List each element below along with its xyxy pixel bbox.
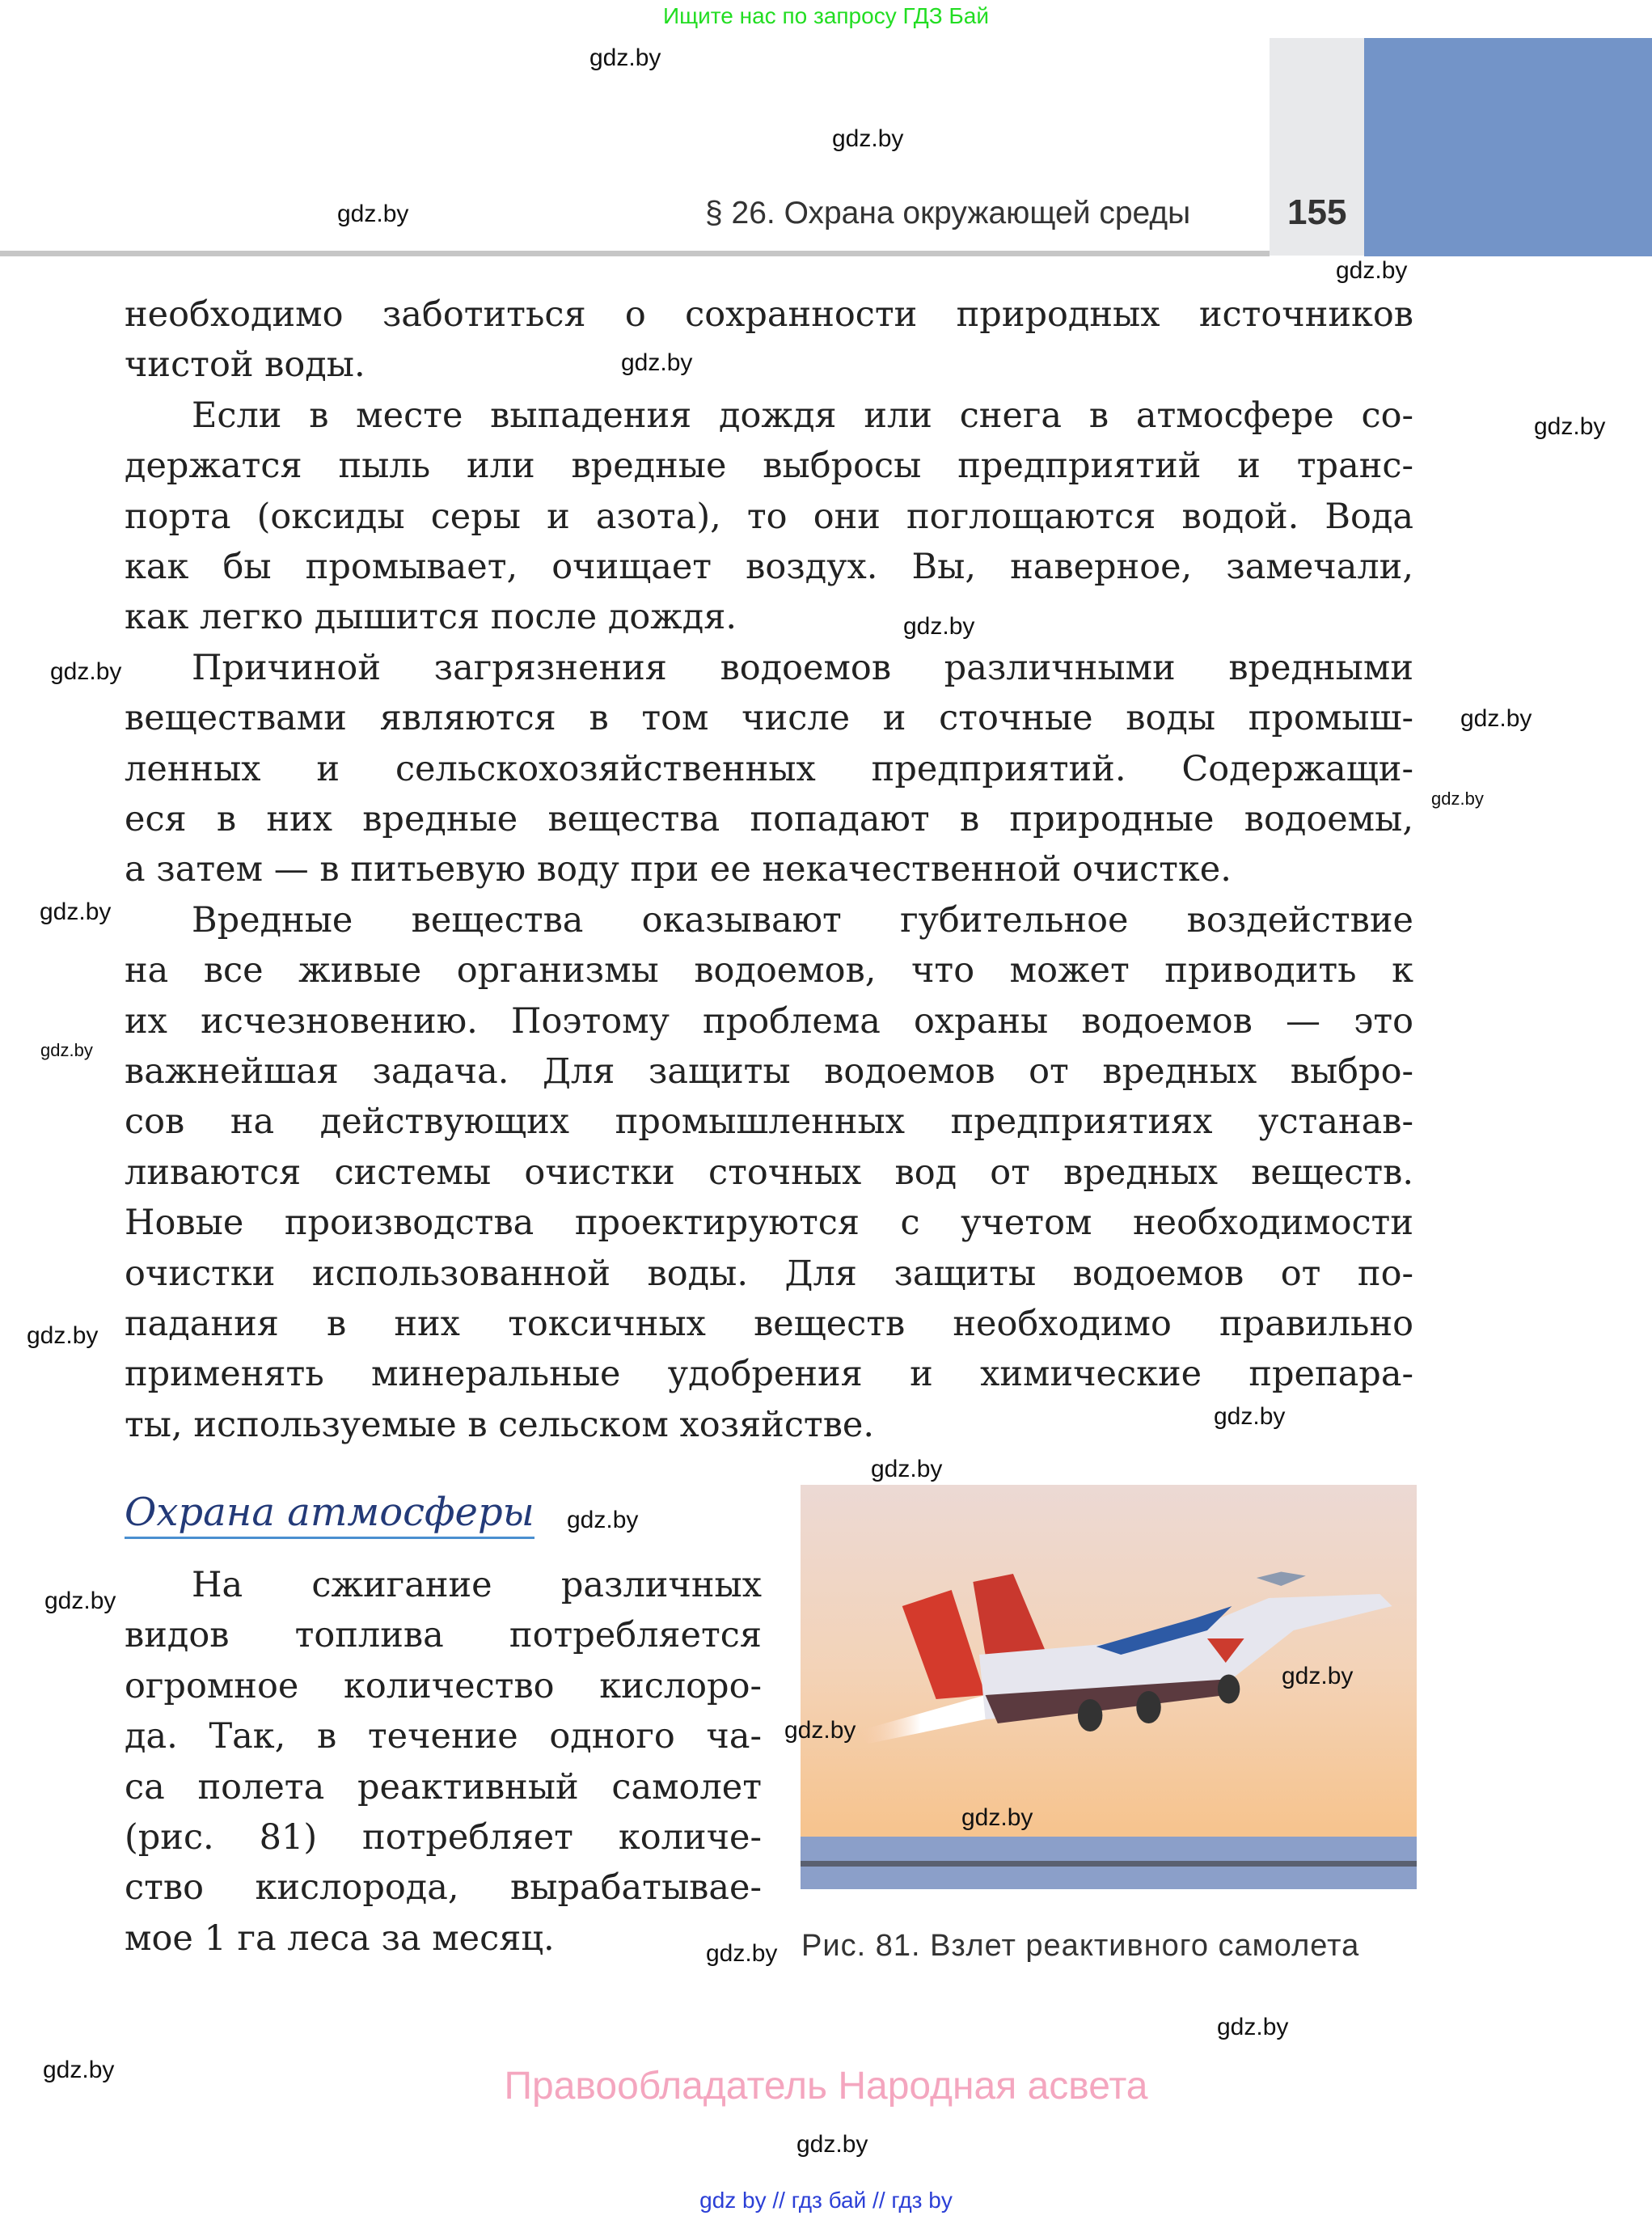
text-line: Если в месте выпадения дождя или снега в атмосфере со- xyxy=(192,395,1413,436)
watermark: gdz.by xyxy=(1336,257,1408,284)
watermark: gdz.by xyxy=(1460,705,1532,732)
text-line: Вредные вещества оказывают губительное воздействие xyxy=(192,899,1413,941)
watermark: gdz.by xyxy=(784,1717,856,1744)
text-line: сов на действующих промышленных предприятиях устанав- xyxy=(125,1101,1413,1143)
text-line: ленных и сельскохозяйственных предприятий. Содержащи- xyxy=(125,748,1413,789)
watermark: gdz.by xyxy=(621,349,693,376)
watermark: gdz.by xyxy=(706,1940,778,1967)
watermark: gdz.by xyxy=(1217,2014,1289,2040)
text-line: их исчезновению. Поэтому проблема охраны водоемов — это xyxy=(125,1000,1413,1042)
header-divider xyxy=(0,251,1270,256)
watermark: gdz.by xyxy=(903,613,975,640)
text-line: са полета реактивный самолет xyxy=(125,1766,762,1808)
footer-links[interactable]: gdz by // гдз бай // гдз by xyxy=(699,2188,953,2213)
watermark: gdz.by xyxy=(961,1804,1033,1831)
text-line: применять минеральные удобрения и химические препара- xyxy=(125,1354,1413,1395)
watermark: gdz.by xyxy=(567,1507,639,1533)
text-line: а затем — в питьевую воду при ее некачественной очистке. xyxy=(125,849,1232,890)
text-line: веществами являются в том числе и сточные воды промыш- xyxy=(125,698,1413,739)
text-line: падания в них токсичных веществ необходимо правильно xyxy=(125,1304,1413,1344)
text-line: ливаются системы очистки сточных вод от вредных веществ. xyxy=(125,1152,1413,1193)
text-line: да. Так, в течение одного ча- xyxy=(125,1716,762,1757)
watermark: gdz.by xyxy=(1534,413,1606,440)
watermark: gdz.by xyxy=(50,658,122,685)
watermark: gdz.by xyxy=(1214,1403,1286,1430)
text-line: как бы промывает, очищает воздух. Вы, наверное, замечали, xyxy=(125,547,1413,587)
text-line: Новые производства проектируются с учетом необходимости xyxy=(125,1203,1413,1244)
watermark: gdz.by xyxy=(1431,789,1484,809)
text-line: очистки использованной воды. Для защиты водоемов от по- xyxy=(125,1253,1413,1294)
text-line: Причиной загрязнения водоемов различными вредными xyxy=(192,647,1413,688)
chapter-color-tab xyxy=(1364,38,1652,256)
running-head: § 26. Охрана окружающей среды xyxy=(705,196,1191,230)
search-hint: Ищите нас по запросу ГДЗ Бай xyxy=(662,3,990,28)
copyright-notice: Правообладатель Народная асвета xyxy=(504,2065,1148,2108)
text-line: мое 1 га леса за месяц. xyxy=(125,1917,555,1959)
watermark: gdz.by xyxy=(27,1322,99,1349)
watermark: gdz.by xyxy=(40,898,112,925)
text-line: видов топлива потребляется xyxy=(125,1615,762,1656)
text-line: (рис. 81) потребляет количе- xyxy=(125,1817,762,1858)
watermark: gdz.by xyxy=(43,2057,115,2083)
text-line: на все живые организмы водоемов, что может приводить к xyxy=(125,950,1413,991)
section-heading: Охрана атмосферы xyxy=(125,1490,534,1539)
text-line: огромное количество кислоро- xyxy=(125,1665,762,1706)
text-line: необходимо заботиться о сохранности природных источников xyxy=(125,294,1413,335)
watermark: gdz.by xyxy=(871,1456,943,1482)
text-line: чистой воды. xyxy=(125,345,365,386)
watermark: gdz.by xyxy=(337,201,409,227)
text-line: ты, используемые в сельском хозяйстве. xyxy=(125,1404,875,1445)
text-line: порта (оксиды серы и азота), то они поглощаются водой. Вода xyxy=(125,496,1413,537)
watermark: gdz.by xyxy=(589,44,661,71)
text-line: На сжигание различных xyxy=(192,1565,762,1605)
watermark: gdz.by xyxy=(832,125,904,152)
watermark: gdz.by xyxy=(796,2131,868,2158)
text-line: как легко дышится после дождя. xyxy=(125,597,737,638)
page-number: 155 xyxy=(1287,192,1347,232)
text-line: еся в них вредные вещества попадают в природные водоемы, xyxy=(125,799,1413,839)
text-line: ство кислорода, вырабатывае- xyxy=(125,1867,762,1909)
text-line: важнейшая задача. Для защиты водоемов от вредных выбро- xyxy=(125,1051,1413,1092)
figure-caption: Рис. 81. Взлет реактивного самолета xyxy=(801,1929,1360,1963)
watermark: gdz.by xyxy=(40,1040,93,1060)
watermark: gdz.by xyxy=(1282,1663,1354,1689)
text-line: держатся пыль или вредные выбросы предприятий и транс- xyxy=(125,446,1413,487)
watermark: gdz.by xyxy=(44,1588,116,1614)
